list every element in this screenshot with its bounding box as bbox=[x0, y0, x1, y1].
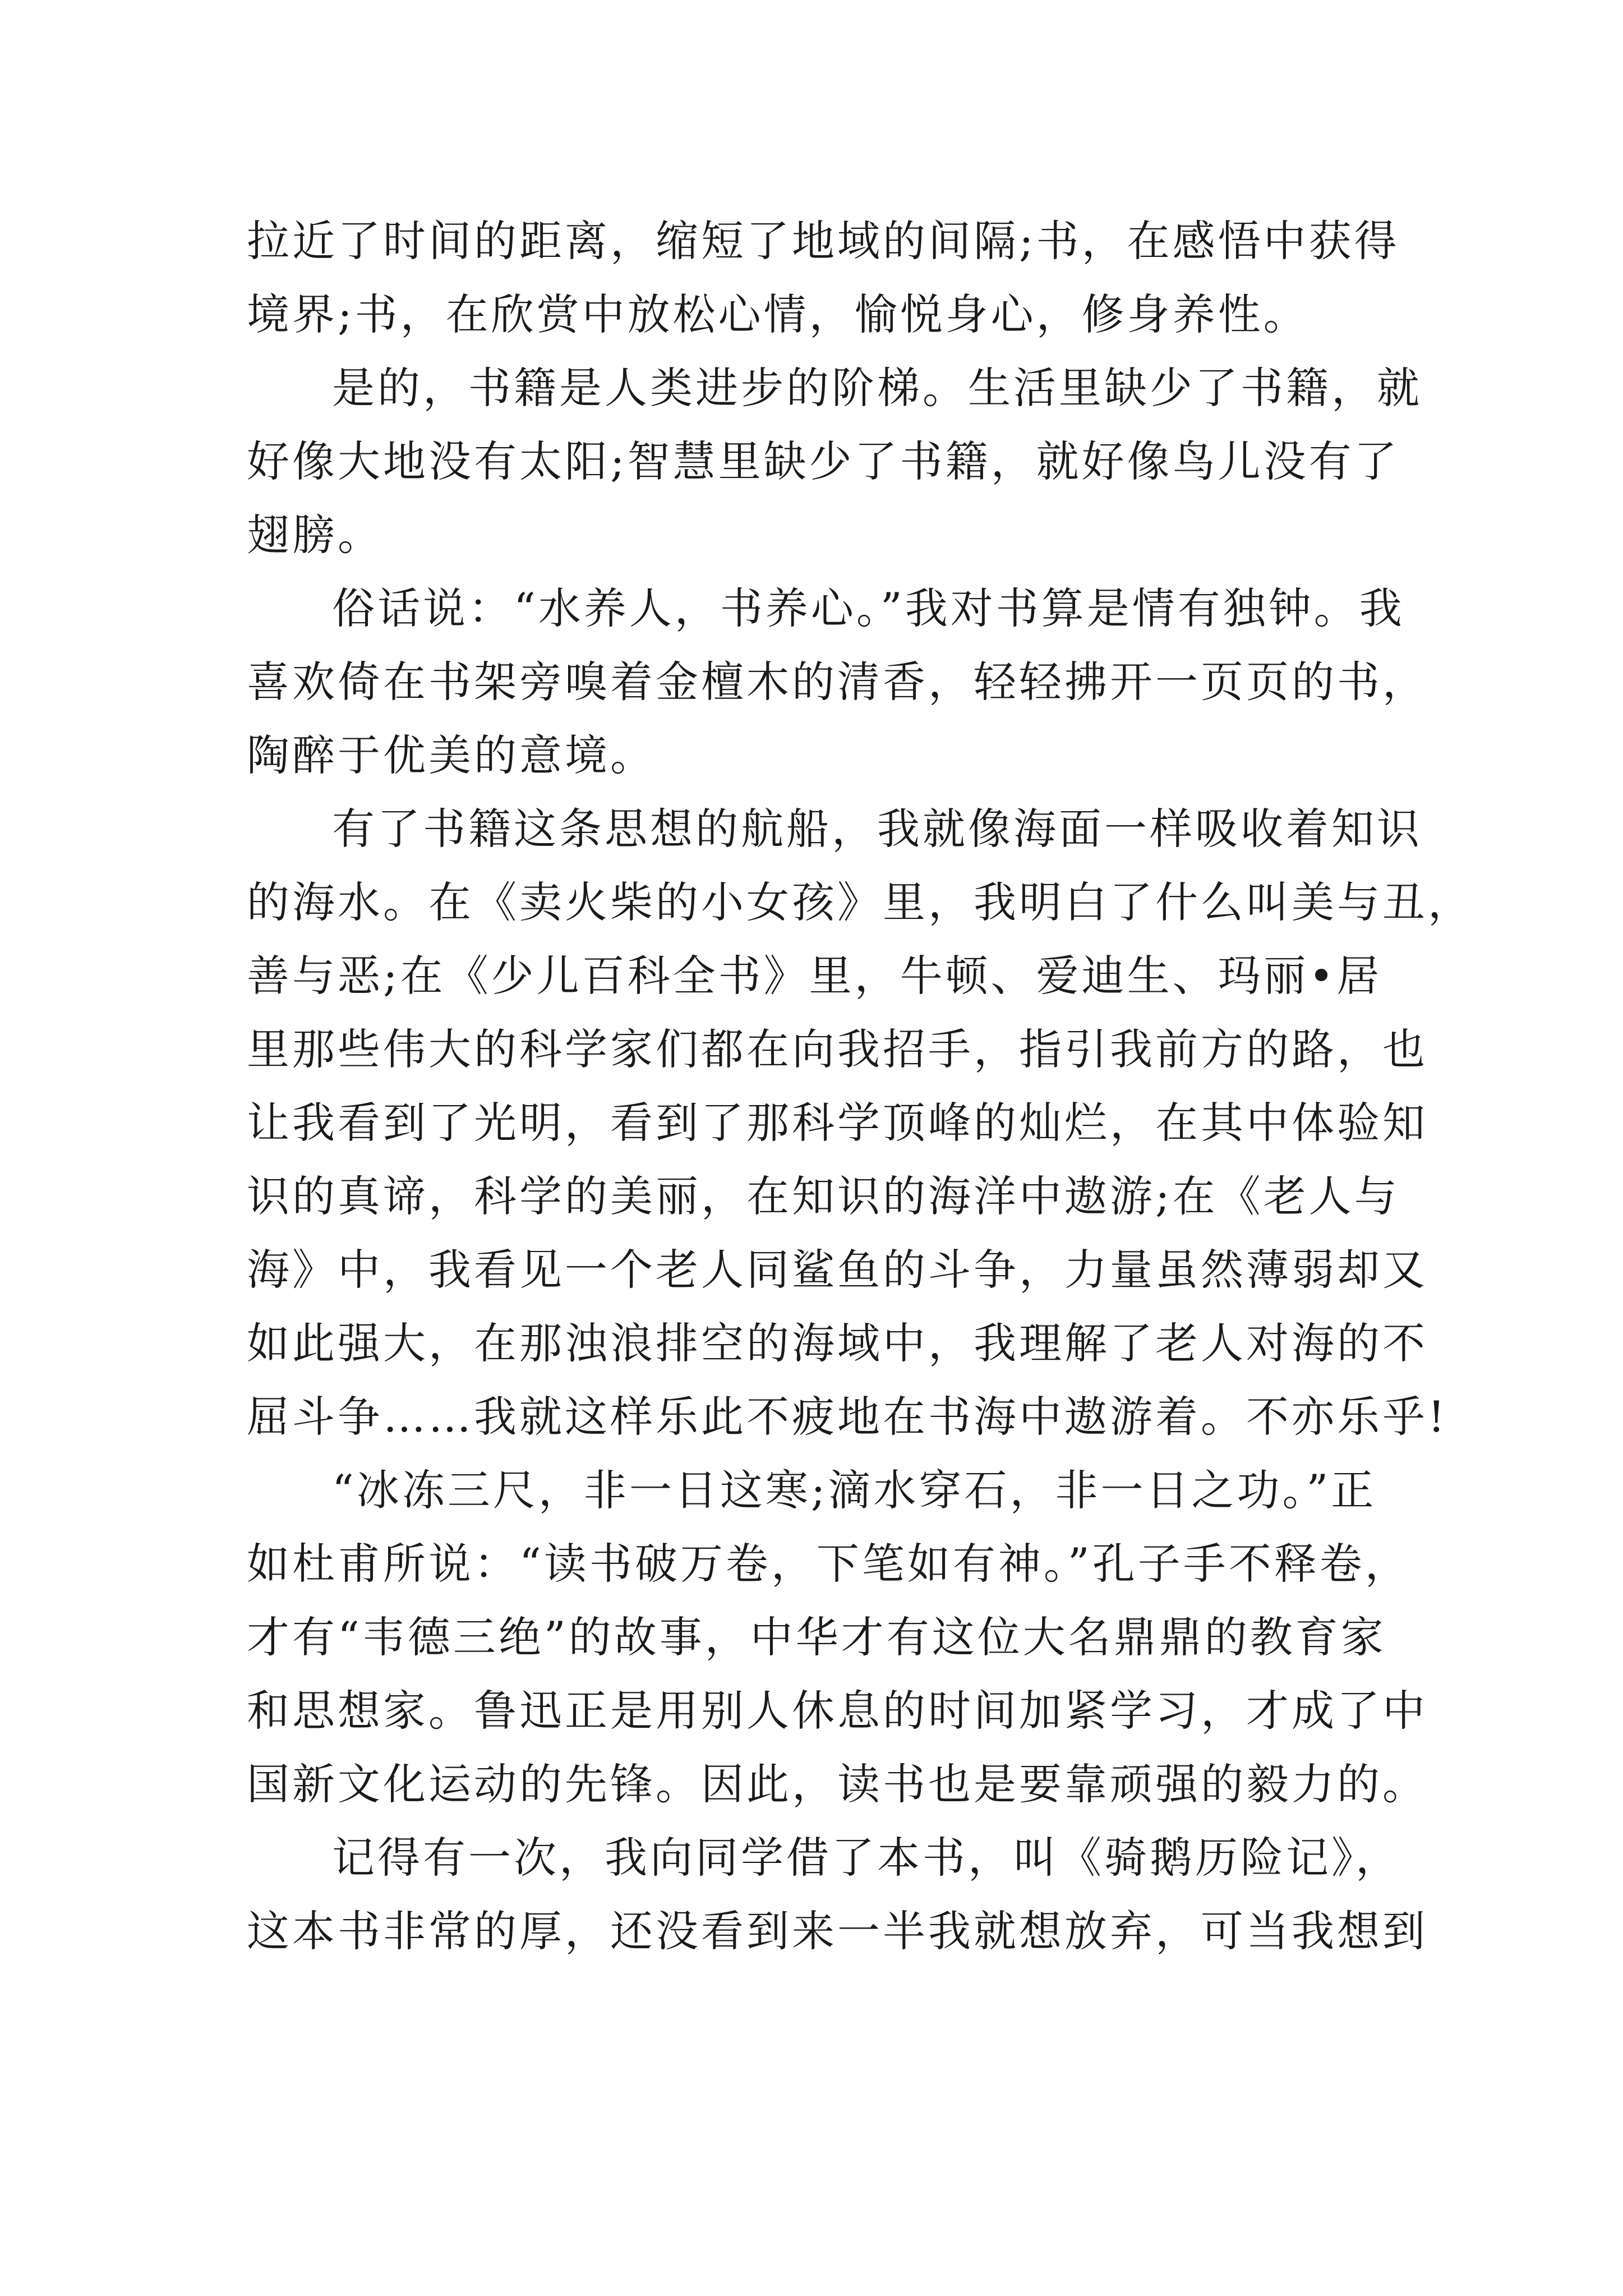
text-line: 这本书非常的厚，还没看到来一半我就想放弃，可当我想到 bbox=[247, 1906, 1428, 1956]
text-line: 让我看到了光明，看到了那科学顶峰的灿烂，在其中体验知 bbox=[247, 1098, 1428, 1148]
text-line: 如杜甫所说：“读书破万卷，下笔如有神。”孔子手不释卷， bbox=[247, 1539, 1410, 1589]
paragraph-start-line: 俗话说：“水养人，书养心。”我对书算是情有独钟。我 bbox=[332, 583, 1405, 633]
text-line: 翅膀。 bbox=[247, 510, 383, 560]
text-line: 里那些伟大的科学家们都在向我招手，指引我前方的路，也 bbox=[247, 1024, 1428, 1074]
text-line: 的海水。在《卖火柴的小女孩》里，我明白了什么叫美与丑， bbox=[247, 877, 1473, 927]
text-line: 才有“韦德三绝”的故事，中华才有这位大名鼎鼎的教育家 bbox=[247, 1612, 1386, 1662]
text-line: 境界;书，在欣赏中放松心情，愉悦身心，修身养性。 bbox=[247, 289, 1309, 339]
text-line: 善与恶;在《少儿百科全书》里，牛顿、爱迪生、玛丽•居 bbox=[247, 951, 1382, 1001]
text-line: 如此强大，在那浊浪排空的海域中，我理解了老人对海的不 bbox=[247, 1318, 1428, 1368]
text-line: 和思想家。鲁迅正是用别人休息的时间加紧学习，才成了中 bbox=[247, 1686, 1428, 1736]
paragraph-start-line: “冰冻三尺，非一日这寒;滴水穿石，非一日之功。”正 bbox=[332, 1465, 1377, 1515]
text-line: 屈斗争……我就这样乐此不疲地在书海中遨游着。不亦乐乎! bbox=[247, 1392, 1448, 1442]
document-body bbox=[247, 204, 1473, 1968]
text-line: 海》中，我看见一个老人同鲨鱼的斗争，力量虽然薄弱却又 bbox=[247, 1245, 1428, 1295]
paragraph-start-line: 是的，书籍是人类进步的阶梯。生活里缺少了书籍，就 bbox=[332, 363, 1422, 413]
text-line: 陶醉于优美的意境。 bbox=[247, 730, 656, 780]
text-line: 识的真谛，科学的美丽，在知识的海洋中遨游;在《老人与 bbox=[247, 1171, 1400, 1221]
text-line: 好像大地没有太阳;智慧里缺少了书籍，就好像鸟儿没有了 bbox=[247, 436, 1400, 486]
text-line: 喜欢倚在书架旁嗅着金檀木的清香，轻轻拂开一页页的书， bbox=[247, 657, 1428, 707]
paragraph-start-line: 记得有一次，我向同学借了本书，叫《骑鹅历险记》， bbox=[332, 1833, 1401, 1883]
paragraph-start-line: 有了书籍这条思想的航船，我就像海面一样吸收着知识 bbox=[332, 804, 1422, 854]
text-line: 国新文化运动的先锋。因此，读书也是要靠顽强的毅力的。 bbox=[247, 1759, 1428, 1809]
text-line: 拉近了时间的距离，缩短了地域的间隔;书，在感悟中获得 bbox=[247, 216, 1400, 266]
